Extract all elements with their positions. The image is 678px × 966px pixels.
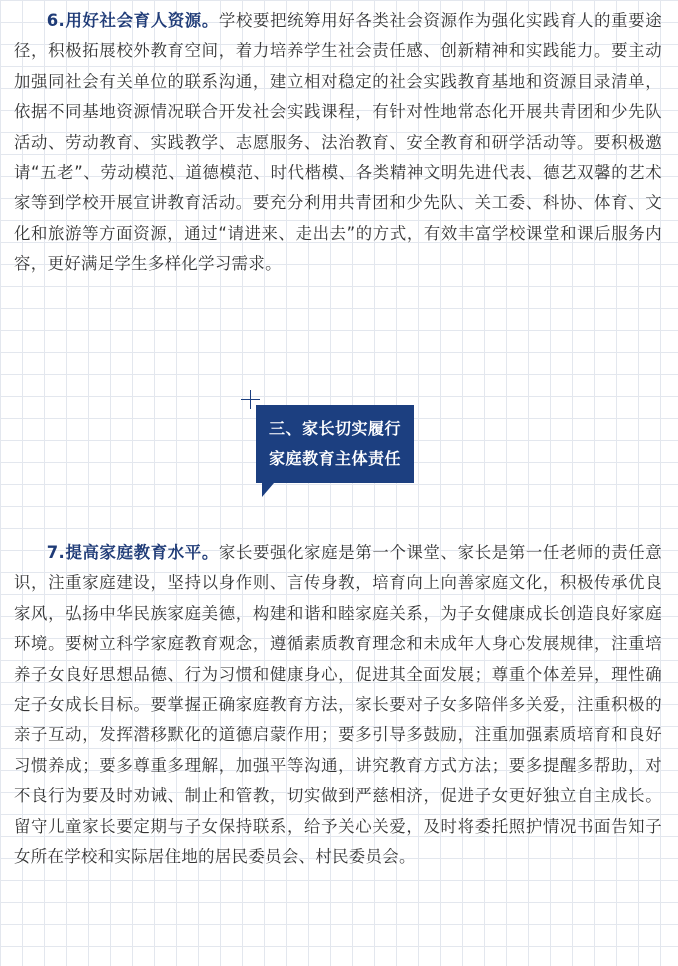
section-7-paragraph bbox=[14, 538, 662, 872]
section-6-paragraph bbox=[14, 6, 662, 280]
heading-tail-decoration bbox=[262, 483, 274, 497]
section-heading-line-2: 家庭教育主体责任 bbox=[268, 449, 401, 468]
section-heading-line-1: 三、家长切实履行 bbox=[268, 419, 401, 438]
section-7-lead: 7.提高家庭教育水平。 bbox=[46, 543, 219, 562]
section-6-lead: 6.用好社会育人资源。 bbox=[46, 11, 219, 30]
section-7-body: 家长要强化家庭是第一个课堂、家长是第一任老师的责任意识，注重家庭建设，坚持以身作则、言传身教，培育向上向善家庭文化，积极传承优良家风，弘扬中华民族家庭美德，构建和谐和睦家庭关系，为子女健康成长创造良好家庭环境。要树立科学家庭教育观念，遵循素质教育理念和未成年人身心发展规律，注重培养子女良好思想品德、行为习惯和健康身心，促进其全面发展；尊重个体差异，理性确定子女成长目标。要掌握正确家庭教育方法，家长要对子女多陪伴多关爱，注重积极的亲子互动，发挥潜移默化的道德启蒙作用；要多引导多鼓励，注重加强素质培育和良好习惯养成；要多尊重多理解，加强平等沟通，讲究教育方式方法；要多提醒多帮助，对不良行为要及时劝诫、制止和管教，切实做到严慈相济，促进子女更好独立自主成长。留守儿童家长要定期与子女保持联系，给予关心关爱，及时将委托照护情况书面告知子女所在学校和实际居住地的居民委员会、村民委员会。 bbox=[14, 543, 662, 867]
section-6-body: 学校要把统筹用好各类社会资源作为强化实践育人的重要途径，积极拓展校外教育空间，着力培养学生社会责任感、创新精神和实践能力。要主动加强同社会有关单位的联系沟通，建立相对稳定的社会实践教育基地和资源目录清单，依据不同基地资源情况联合开发社会实践课程，有针对性地常态化开展共青团和少先队活动、劳动教育、实践教学、志愿服务、法治教育、安全教育和研学活动等。要积极邀请“五老”、劳动模范、道德模范、时代楷模、各类精神文明先进代表、德艺双馨的艺术家等到学校开展宣讲教育活动。要充分利用共青团和少先队、关工委、科协、体育、文化和旅游等方面资源，通过“请进来、走出去”的方式，有效丰富学校课堂和课后服务内容，更好满足学生多样化学习需求。 bbox=[14, 11, 662, 274]
section-heading-box bbox=[256, 405, 414, 483]
